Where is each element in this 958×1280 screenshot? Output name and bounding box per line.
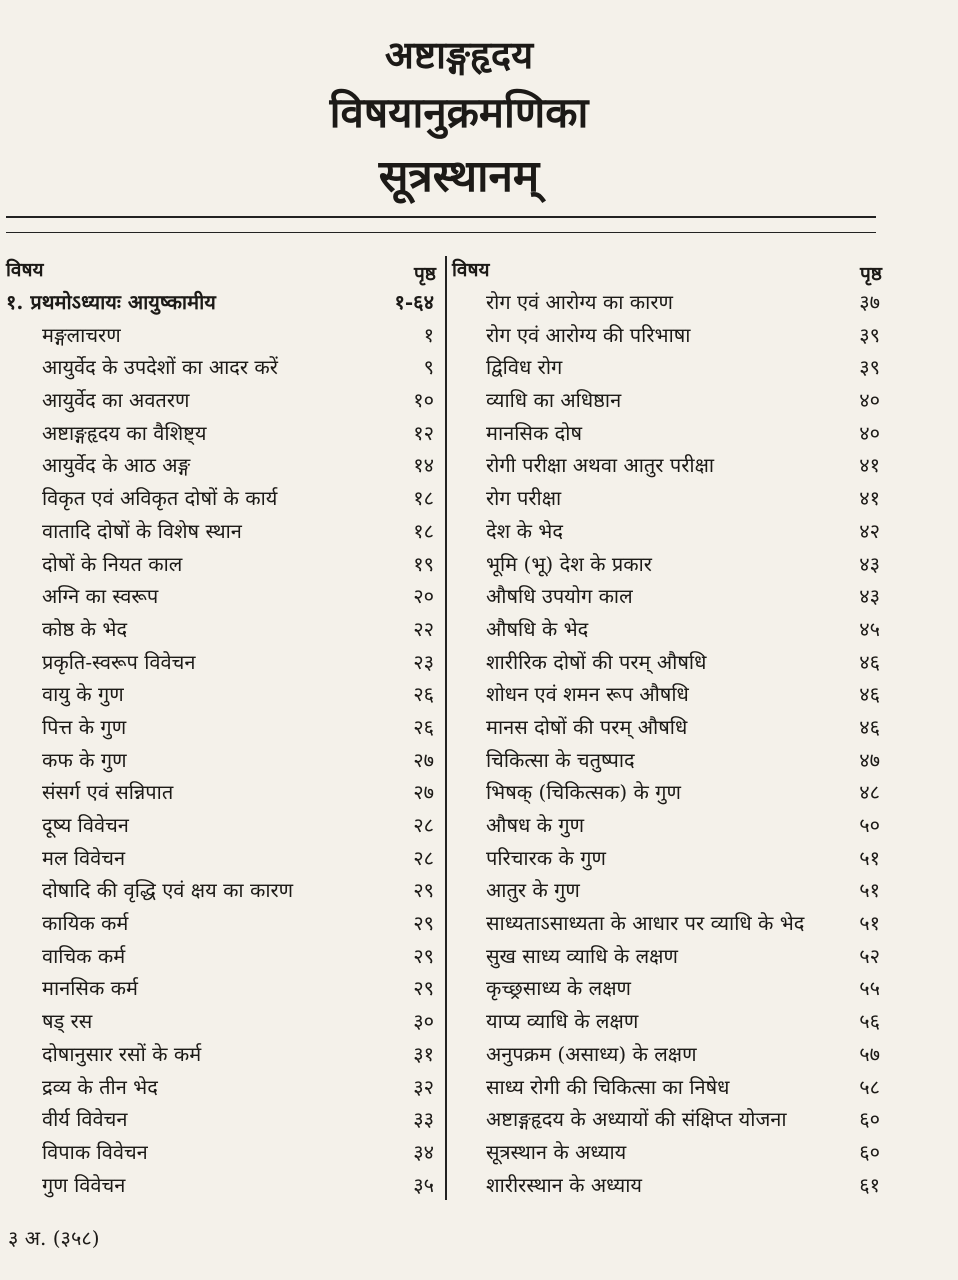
toc-entry bbox=[6, 776, 436, 809]
page-header: पृष्ठ bbox=[414, 263, 436, 285]
toc-entry bbox=[6, 940, 436, 973]
entry-title: परिचारक के गुण bbox=[486, 845, 606, 870]
toc-entry bbox=[6, 1169, 436, 1202]
toc-entry bbox=[6, 874, 436, 907]
entry-title: १. प्रथमोऽध्यायः आयुष्कामीय bbox=[6, 290, 216, 314]
entry-page: ४७ bbox=[859, 747, 880, 772]
toc-entry bbox=[6, 809, 436, 842]
entry-title: याप्य व्याधि के लक्षण bbox=[486, 1009, 639, 1034]
entry-page: ५१ bbox=[859, 878, 880, 903]
toc-entry bbox=[452, 1071, 882, 1104]
toc-entry bbox=[6, 1136, 436, 1169]
entry-title: विकृत एवं अविकृत दोषों के कार्य bbox=[42, 486, 278, 511]
toc-entry bbox=[452, 417, 882, 450]
toc-entry bbox=[452, 351, 882, 384]
toc-entry bbox=[6, 417, 436, 450]
entry-title: मानस दोषों की परम् औषधि bbox=[486, 714, 688, 739]
entry-page: १० bbox=[413, 388, 434, 413]
entry-title: रोग एवं आरोग्य की परिभाषा bbox=[486, 322, 691, 347]
right-rows bbox=[452, 286, 882, 1201]
page-footer: ३ अ. (३५८) bbox=[8, 1226, 100, 1250]
entry-page: २३ bbox=[413, 649, 434, 674]
toc-entry bbox=[452, 842, 882, 875]
toc-entry bbox=[452, 449, 882, 482]
entry-title: वीर्य विवेचन bbox=[42, 1107, 128, 1132]
entry-page: ३२ bbox=[413, 1074, 434, 1099]
entry-title: भूमि (भू) देश के प्रकार bbox=[486, 551, 652, 576]
entry-title: साध्य रोगी की चिकित्सा का निषेध bbox=[486, 1074, 730, 1099]
subject-header: विषय bbox=[6, 259, 44, 281]
subject-header: विषय bbox=[452, 259, 490, 281]
entry-page: ५५ bbox=[859, 976, 880, 1001]
right-column-header bbox=[452, 254, 882, 286]
toc-entry bbox=[452, 613, 882, 646]
toc-entry bbox=[6, 384, 436, 417]
entry-title: द्विविध रोग bbox=[486, 355, 563, 380]
toc-left-column bbox=[6, 254, 436, 1201]
toc-entry bbox=[6, 580, 436, 613]
toc-entry bbox=[452, 1136, 882, 1169]
entry-title: औषधि उपयोग काल bbox=[486, 584, 633, 609]
entry-title: चिकित्सा के चतुष्पाद bbox=[486, 747, 635, 772]
entry-page: २० bbox=[413, 584, 434, 609]
entry-title: विपाक विवेचन bbox=[42, 1139, 148, 1164]
entry-page: ४१ bbox=[859, 453, 880, 478]
entry-page: ५७ bbox=[859, 1041, 880, 1066]
entry-page: १४ bbox=[413, 453, 434, 478]
entry-title: कृच्छ्रसाध्य के लक्षण bbox=[486, 976, 631, 1001]
entry-page: ३१ bbox=[413, 1041, 434, 1066]
entry-page: २८ bbox=[413, 813, 434, 837]
entry-title: शारीरस्थान के अध्याय bbox=[486, 1172, 643, 1197]
entry-page: ३० bbox=[413, 1009, 434, 1034]
entry-page: ४३ bbox=[859, 584, 880, 609]
top-rule bbox=[6, 216, 876, 218]
entry-title: षड् रस bbox=[42, 1009, 93, 1034]
toc-entry bbox=[452, 482, 882, 515]
entry-title: अष्टाङ्गहृदय का वैशिष्ट्य bbox=[42, 420, 207, 445]
entry-page: ३९ bbox=[859, 355, 880, 380]
toc-entry bbox=[452, 1038, 882, 1071]
toc-entry bbox=[452, 319, 882, 352]
entry-page: ९ bbox=[423, 355, 434, 380]
entry-title: दूष्य विवेचन bbox=[42, 813, 129, 837]
entry-page: २६ bbox=[413, 682, 434, 707]
entry-page: ५२ bbox=[859, 943, 880, 968]
entry-title: वाचिक कर्म bbox=[42, 943, 126, 968]
entry-page: ४६ bbox=[859, 714, 880, 739]
entry-page: ६० bbox=[859, 1139, 880, 1164]
entry-title: रोगी परीक्षा अथवा आतुर परीक्षा bbox=[486, 453, 715, 478]
page-header: पृष्ठ bbox=[860, 263, 882, 285]
entry-page: २९ bbox=[413, 976, 434, 1001]
entry-page: २९ bbox=[413, 878, 434, 903]
entry-page: ४० bbox=[859, 388, 880, 413]
entry-page: ४१ bbox=[859, 486, 880, 511]
left-column-header bbox=[6, 254, 436, 286]
toc-entry bbox=[6, 1103, 436, 1136]
toc-entry bbox=[6, 646, 436, 679]
entry-title: आयुर्वेद का अवतरण bbox=[42, 388, 190, 413]
entry-page: ५१ bbox=[859, 845, 880, 870]
entry-page: ५१ bbox=[859, 911, 880, 936]
entry-page: ४८ bbox=[859, 780, 880, 805]
toc-entry bbox=[452, 678, 882, 711]
entry-title: कायिक कर्म bbox=[42, 911, 129, 936]
entry-title: वायु के गुण bbox=[42, 682, 124, 707]
toc-entry bbox=[452, 1169, 882, 1202]
entry-page: ५० bbox=[859, 813, 880, 837]
toc-entry bbox=[452, 646, 882, 679]
entry-title: कोष्ठ के भेद bbox=[42, 616, 128, 641]
entry-title: आयुर्वेद के आठ अङ्ग bbox=[42, 453, 191, 478]
entry-page: ४२ bbox=[859, 518, 880, 543]
entry-page: १९ bbox=[413, 551, 434, 576]
entry-page: ४५ bbox=[859, 616, 880, 641]
entry-page: २९ bbox=[413, 943, 434, 968]
entry-title: गुण विवेचन bbox=[42, 1172, 126, 1197]
entry-page: २७ bbox=[413, 780, 434, 805]
entry-title: रोग परीक्षा bbox=[486, 486, 562, 511]
toc-entry bbox=[6, 319, 436, 352]
entry-title: अनुपक्रम (असाध्य) के लक्षण bbox=[486, 1041, 697, 1066]
toc-entry bbox=[6, 482, 436, 515]
entry-title: दोषानुसार रसों के कर्म bbox=[42, 1041, 202, 1066]
entry-page: ४६ bbox=[859, 649, 880, 674]
toc-entry bbox=[6, 842, 436, 875]
toc-entry bbox=[6, 744, 436, 777]
chapter-entry bbox=[6, 286, 436, 319]
entry-page: ४० bbox=[859, 420, 880, 445]
entry-page: १८ bbox=[413, 486, 434, 511]
entry-title: सुख साध्य व्याधि के लक्षण bbox=[486, 943, 678, 968]
toc-entry bbox=[6, 1005, 436, 1038]
entry-title: साध्यताऽसाध्यता के आधार पर व्याधि के भेद bbox=[486, 911, 805, 936]
entry-title: संसर्ग एवं सन्निपात bbox=[42, 780, 174, 805]
toc-entry bbox=[6, 678, 436, 711]
toc-entry bbox=[6, 548, 436, 581]
toc-entry bbox=[6, 1038, 436, 1071]
entry-title: सूत्रस्थान के अध्याय bbox=[486, 1139, 627, 1164]
entry-title: शोधन एवं शमन रूप औषधि bbox=[486, 682, 689, 707]
entry-page: ६० bbox=[859, 1107, 880, 1132]
entry-title: रोग एवं आरोग्य का कारण bbox=[486, 290, 673, 314]
entry-page: ५६ bbox=[859, 1009, 880, 1034]
entry-page: ३७ bbox=[859, 290, 880, 314]
entry-page: २९ bbox=[413, 911, 434, 936]
toc-entry bbox=[452, 776, 882, 809]
toc-entry bbox=[6, 613, 436, 646]
entry-page: २८ bbox=[413, 845, 434, 870]
entry-title: कफ के गुण bbox=[42, 747, 127, 772]
entry-title: अग्नि का स्वरूप bbox=[42, 584, 159, 609]
left-rows bbox=[6, 286, 436, 1201]
toc-entry bbox=[452, 515, 882, 548]
entry-title: मल विवेचन bbox=[42, 845, 126, 870]
entry-page: ४३ bbox=[859, 551, 880, 576]
toc-right-column bbox=[452, 254, 882, 1201]
entry-page: ३३ bbox=[413, 1107, 434, 1132]
toc-entry bbox=[452, 940, 882, 973]
entry-title: मानसिक कर्म bbox=[42, 976, 138, 1001]
toc-entry bbox=[452, 972, 882, 1005]
title-block bbox=[0, 28, 958, 210]
entry-title: औषधि के भेद bbox=[486, 616, 589, 641]
toc-entry bbox=[452, 744, 882, 777]
entry-page: १८ bbox=[413, 518, 434, 543]
book-title: अष्टाङ्गहृदय bbox=[384, 32, 534, 77]
entry-title: मानसिक दोष bbox=[486, 420, 583, 445]
toc-entry bbox=[452, 384, 882, 417]
entry-page: ६१ bbox=[859, 1172, 880, 1197]
entry-title: आतुर के गुण bbox=[486, 878, 580, 903]
entry-title: शारीरिक दोषों की परम् औषधि bbox=[486, 649, 707, 674]
toc-entry bbox=[452, 286, 882, 319]
toc-entry bbox=[6, 711, 436, 744]
entry-page: ४६ bbox=[859, 682, 880, 707]
toc-entry bbox=[6, 907, 436, 940]
entry-title: भिषक् (चिकित्सक) के गुण bbox=[486, 780, 681, 805]
entry-page: १ bbox=[423, 322, 434, 347]
toc-entry bbox=[452, 809, 882, 842]
entry-page: ३४ bbox=[413, 1139, 434, 1164]
entry-page: ५८ bbox=[859, 1074, 880, 1099]
entry-title: पित्त के गुण bbox=[42, 714, 127, 739]
index-title: विषयानुक्रमणिका bbox=[329, 88, 589, 137]
entry-title: देश के भेद bbox=[486, 518, 563, 543]
entry-page: २७ bbox=[413, 747, 434, 772]
toc-entry bbox=[452, 711, 882, 744]
toc-entry bbox=[452, 548, 882, 581]
entry-page: २२ bbox=[413, 616, 434, 641]
entry-title: व्याधि का अधिष्ठान bbox=[486, 388, 622, 413]
toc-entry bbox=[6, 449, 436, 482]
entry-title: प्रकृति-स्वरूप विवेचन bbox=[42, 649, 196, 674]
toc-entry bbox=[6, 972, 436, 1005]
toc-entry bbox=[452, 907, 882, 940]
toc-entry bbox=[6, 515, 436, 548]
toc-entry bbox=[452, 580, 882, 613]
section-title: सूत्रस्थानम् bbox=[378, 151, 540, 202]
entry-page: १-६४ bbox=[394, 290, 434, 314]
toc-entry bbox=[6, 1071, 436, 1104]
entry-title: अष्टाङ्गहृदय के अध्यायों की संक्षिप्त योजना bbox=[486, 1107, 787, 1132]
column-divider bbox=[445, 256, 447, 1200]
entry-page: ३९ bbox=[859, 322, 880, 347]
entry-page: १२ bbox=[413, 420, 434, 445]
entry-title: वातादि दोषों के विशेष स्थान bbox=[42, 518, 242, 543]
toc-entry bbox=[452, 874, 882, 907]
entry-title: दोषादि की वृद्धि एवं क्षय का कारण bbox=[42, 878, 294, 903]
entry-page: २६ bbox=[413, 714, 434, 739]
toc-entry bbox=[452, 1005, 882, 1038]
top-rule-thin bbox=[6, 232, 876, 233]
entry-page: ३५ bbox=[413, 1172, 434, 1197]
entry-title: द्रव्य के तीन भेद bbox=[42, 1074, 158, 1099]
entry-title: दोषों के नियत काल bbox=[42, 551, 183, 576]
entry-title: औषध के गुण bbox=[486, 813, 585, 837]
toc-entry bbox=[6, 351, 436, 384]
toc-entry bbox=[452, 1103, 882, 1136]
entry-title: आयुर्वेद के उपदेशों का आदर करें bbox=[42, 355, 278, 380]
entry-title: मङ्गलाचरण bbox=[42, 322, 121, 347]
